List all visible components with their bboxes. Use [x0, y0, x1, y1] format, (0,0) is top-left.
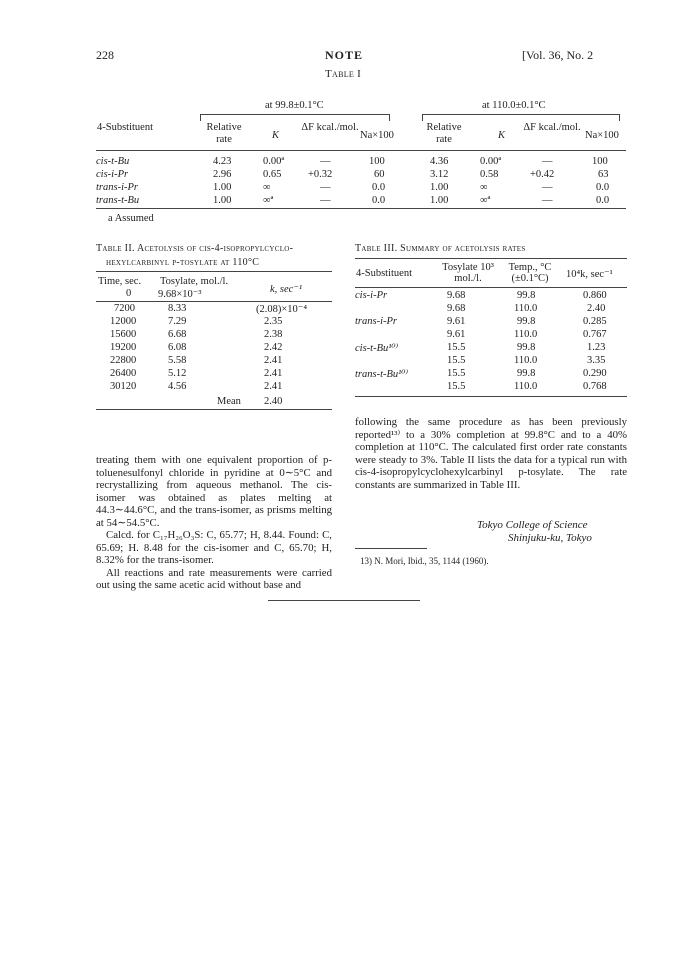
table1-cell: 100 [369, 156, 385, 167]
table1-cell: ∞ [263, 182, 271, 193]
table3-body [355, 290, 627, 394]
table2-top-rule [96, 271, 332, 272]
left-paragraph-2: Calcd. for C₁₇H₂₆O₃S: C, 65.77; H, 8.44. Found: C, 65.69; H. 8.48 for the cis-isomer and C, 65.70; H, 8.32% for the trans-isomer. [96, 529, 332, 566]
table1-cell: 1.00 [430, 195, 449, 206]
table2-col-time: Time, sec. [98, 276, 142, 287]
table2-mean-value: 2.40 [264, 396, 283, 407]
table1-cell: — [542, 195, 553, 206]
table3-row-temp: 99.8 [517, 368, 536, 379]
table3-row-temp: 110.0 [514, 355, 538, 366]
table1-group1: at 99.8±0.1°C [265, 100, 324, 111]
table3-row-tosylate: 9.61 [447, 316, 466, 327]
table2-row-time: 0 [126, 288, 132, 299]
table2-row-time: 7200 [114, 303, 135, 314]
table1-cell: 0.58 [480, 169, 499, 180]
table2-row-time: 22800 [110, 355, 137, 366]
table2-row-k: 2.41 [264, 355, 283, 366]
table1-cell: ∞ª [480, 195, 491, 206]
table2-bottom-rule [96, 409, 332, 410]
table1-row-sub: cis-i-Pr [96, 169, 129, 180]
table1-cell: — [542, 182, 553, 193]
table3-top-rule [355, 258, 627, 259]
table3-row-temp: 110.0 [514, 303, 538, 314]
table2-row-time: 26400 [110, 368, 137, 379]
table1-col-df2: ΔF kcal./mol. [523, 122, 581, 133]
table3-row-sub: trans-t-Bu¹⁰⁾ [355, 369, 409, 380]
table3-row-sub: cis-t-Bu¹⁰⁾ [355, 343, 399, 354]
reference-13: 13) N. Mori, Ibid., 35, 1144 (1960). [360, 556, 489, 566]
table3-header-rule [355, 287, 627, 288]
table1-brace2 [422, 114, 620, 121]
table1-cell: 0.0 [596, 195, 610, 206]
table1-col-n1: Na×100 [360, 130, 394, 141]
table1-col-rel2: Relative rate [426, 122, 462, 145]
table2-row-time: 15600 [110, 329, 137, 340]
volume-info: [Vol. 36, No. 2 [522, 48, 594, 62]
table3-row-k: 2.40 [587, 303, 606, 314]
table2-row-k: 2.38 [264, 329, 283, 340]
table2-row-time: 19200 [110, 342, 137, 353]
table1-col-substituent: 4-Substituent [97, 122, 154, 133]
left-column-text [96, 454, 332, 592]
table3-row-k: 3.35 [587, 355, 606, 366]
table2-row-conc: 5.58 [168, 355, 187, 366]
table3-col-substituent: 4-Substituent [356, 268, 413, 279]
table3-row-tosylate: 9.68 [447, 290, 466, 301]
table2-row-time: 12000 [110, 316, 137, 327]
section-title: NOTE [325, 48, 364, 62]
left-paragraph-1: treating them with one equivalent proportion of p-toluenesulfonyl chloride in pyridine at 0∼5°C and recrystallizing from aqueous methanol. The cis-isomer was obtained as plates melting at 44.3∼44.6°C, and the trans-isomer, as prisms melting at 54∼54.5°C. [96, 454, 332, 529]
table1-row-sub: cis-t-Bu [96, 156, 130, 167]
table1-row-sub: trans-t-Bu [96, 195, 140, 206]
table3-row-k: 0.768 [583, 381, 607, 392]
table3-col-tosylate: Tosylate 10³ mol./l. [442, 262, 494, 284]
table1-cell: 0.00ª [480, 156, 502, 167]
table1-cell: 4.36 [430, 156, 449, 167]
table1-cell: 1.00 [213, 182, 232, 193]
table3-caption: Table III. Summary of acetolysis rates [355, 243, 526, 254]
table2-mean-label: Mean [217, 396, 241, 407]
table2-row-conc: 8.33 [168, 303, 187, 314]
table1-rule [96, 150, 626, 151]
affiliation-line2: Shinjuku-ku, Tokyo [508, 532, 592, 544]
table3-row-temp: 99.8 [517, 342, 536, 353]
table2-row-conc: 5.12 [168, 368, 187, 379]
table1-cell: +0.32 [308, 169, 333, 180]
table3-row-temp: 110.0 [514, 381, 538, 392]
table1-cell: — [542, 156, 553, 167]
table1-cell: — [320, 156, 331, 167]
table3-row-tosylate: 15.5 [447, 342, 466, 353]
table3-row-k: 0.767 [583, 329, 607, 340]
table3-row-temp: 99.8 [517, 290, 536, 301]
table1-col-rel1: Relative rate [206, 122, 242, 145]
table1-cell: 63 [598, 169, 609, 180]
table2-row-k: 2.41 [264, 368, 283, 379]
table1-cell: 2.96 [213, 169, 232, 180]
table3-row-tosylate: 9.61 [447, 329, 466, 340]
table1-cell: 0.0 [372, 195, 386, 206]
table1-caption: Table I [325, 68, 362, 80]
table1-cell: 3.12 [430, 169, 449, 180]
table1-cell: 100 [592, 156, 608, 167]
table3-row-temp: 99.8 [517, 316, 536, 327]
table2-row-conc: 7.29 [168, 316, 187, 327]
table2-caption-line2: hexylcarbinyl p-tosylate at 110°C [106, 257, 260, 268]
table1-cell: 60 [374, 169, 385, 180]
table2-row-conc: 6.08 [168, 342, 187, 353]
table2-row-time: 30120 [110, 381, 137, 392]
table3-row-k: 0.860 [583, 290, 607, 301]
table1-col-n2: Na×100 [585, 130, 619, 141]
table3-bottom-rule [355, 396, 627, 397]
table3-row-temp: 110.0 [514, 329, 538, 340]
table3-col-temp: Temp., °C (±0.1°C) [508, 262, 552, 284]
table3-row-k: 0.290 [583, 368, 607, 379]
table1-brace1 [200, 114, 390, 121]
page-number: 228 [96, 48, 114, 62]
table1-body [96, 156, 626, 212]
table2-row-k: 2.35 [264, 316, 283, 327]
table3-row-k: 1.23 [587, 342, 606, 353]
table2-col-tosylate: Tosylate, mol./l. [160, 276, 229, 287]
table1-cell: 0.0 [372, 182, 386, 193]
table1-col-k2: K [498, 130, 506, 141]
table2-row-conc: 9.68×10⁻³ [158, 289, 202, 300]
table3-row-tosylate: 9.68 [447, 303, 466, 314]
table1-col-df1: ΔF kcal./mol. [301, 122, 359, 133]
table2-caption-line1: Table II. Acetolysis of cis-4-isopropylcyclo- [96, 243, 294, 254]
table1-cell: +0.42 [530, 169, 555, 180]
table1-col-k1: K [272, 130, 280, 141]
table3-row-k: 0.285 [583, 316, 607, 327]
table1-row-sub: trans-i-Pr [96, 182, 138, 193]
table3-row-tosylate: 15.5 [447, 355, 466, 366]
table3-row-sub: trans-i-Pr [355, 316, 397, 327]
table1-cell: — [320, 195, 331, 206]
table3-row-tosylate: 15.5 [447, 368, 466, 379]
table2-body [96, 303, 332, 407]
table3-col-k: 10⁴k, sec⁻¹ [566, 269, 613, 280]
table1-footnote: a Assumed [108, 213, 154, 224]
table1-cell: 0.0 [596, 182, 610, 193]
table1-cell: ∞ª [263, 195, 274, 206]
table2-header-rule [96, 301, 332, 302]
table1-cell: 4.23 [213, 156, 232, 167]
table2-col-k: k, sec⁻¹ [270, 284, 303, 295]
table3-row-tosylate: 15.5 [447, 381, 466, 392]
table1-cell: ∞ [480, 182, 488, 193]
table1-bottom-rule [96, 208, 626, 209]
table1-cell: 0.00ª [263, 156, 285, 167]
table1-cell: 1.00 [213, 195, 232, 206]
left-paragraph-3: All reactions and rate measurements were carried out using the same acetic acid without base and [96, 566, 332, 591]
right-column-text [355, 416, 627, 491]
table3-row-sub: cis-i-Pr [355, 290, 388, 301]
table1-group2: at 110.0±0.1°C [482, 100, 546, 111]
table2-row-k: (2.08)×10⁻⁴ [256, 304, 307, 315]
end-rule [268, 600, 420, 601]
table2-row-k: 2.41 [264, 381, 283, 392]
footnote-rule [355, 548, 427, 549]
table1-cell: — [320, 182, 331, 193]
right-paragraph-1: following the same procedure as has been previously reported¹³⁾ to a 30% completion at 99.8°C and to a 40% completion at 110°C. The calculated first order rate constants were steady to 3%. Table II lists the data for a typical run with cis-4-isopropylcyclohexylcarbinyl p-tosylate. The rate constants are summarized in Table III. [355, 416, 627, 491]
table2-row-k: 2.42 [264, 342, 283, 353]
table2-row-conc: 4.56 [168, 381, 187, 392]
table2-row-conc: 6.68 [168, 329, 187, 340]
table1-cell: 1.00 [430, 182, 449, 193]
affiliation-line1: Tokyo College of Science [477, 519, 588, 531]
table1-cell: 0.65 [263, 169, 282, 180]
